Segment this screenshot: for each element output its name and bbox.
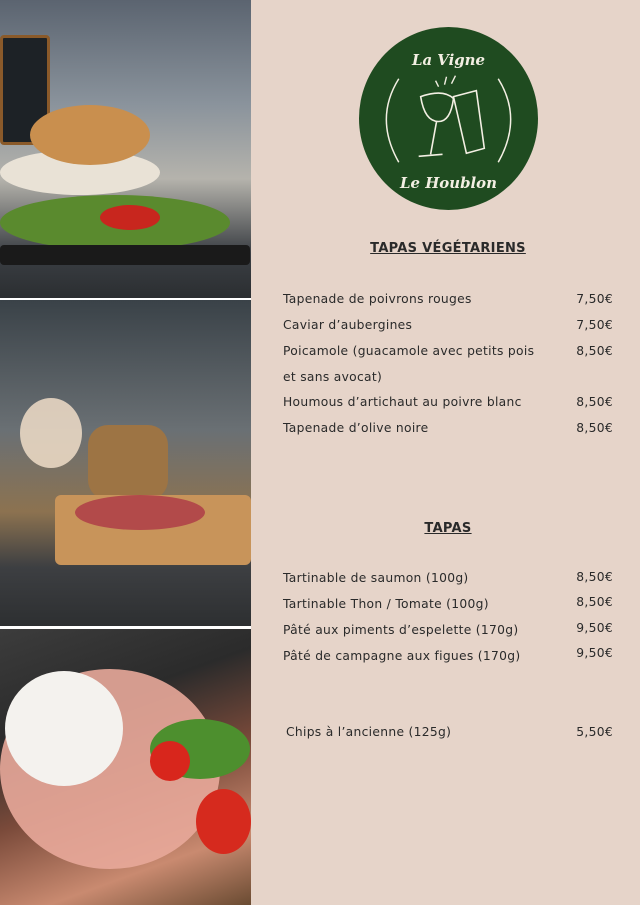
restaurant-logo: [359, 27, 538, 210]
item-name: Tapenade d’olive noire: [283, 421, 429, 435]
item-price: 9,50€: [576, 646, 613, 660]
item-name: Tapenade de poivrons rouges: [283, 292, 472, 306]
svg-text:Le Houblon: Le Houblon: [400, 174, 497, 193]
menu-item: [283, 344, 613, 358]
menu-item: [283, 292, 613, 306]
item-name: Poicamole (guacamole avec petits pois: [283, 344, 535, 358]
section-title-vegetarian: TAPAS VÉGÉTARIENS: [370, 241, 526, 256]
item-name: Houmous d’artichaut au poivre blanc: [283, 395, 522, 409]
item-price: 5,50€: [576, 725, 613, 739]
menu-item: [283, 318, 613, 332]
item-price: 8,50€: [576, 570, 613, 584]
section-title-tapas: TAPAS: [424, 521, 472, 536]
menu-item-chips: [286, 725, 613, 739]
item-price: 9,50€: [576, 621, 613, 635]
svg-text:La Vigne: La Vigne: [411, 50, 486, 69]
menu-item: [283, 421, 613, 435]
item-price: 8,50€: [576, 595, 613, 609]
menu-item: [283, 395, 613, 409]
item-name: Pâté de campagne aux figues (170g): [283, 649, 521, 663]
menu-item: [283, 623, 613, 637]
photo-column: [0, 0, 251, 905]
item-price: 8,50€: [576, 421, 613, 435]
item-name: Tartinable de saumon (100g): [283, 571, 469, 585]
item-name-continued: et sans avocat): [283, 370, 383, 384]
item-price: 8,50€: [576, 344, 613, 358]
photo-bread-salad: [0, 0, 251, 298]
item-name: Pâté aux piments d’espelette (170g): [283, 623, 519, 637]
photo-wine-charcuterie: [0, 300, 251, 626]
menu-item: [283, 646, 613, 663]
wine-beer-toast-icon: [359, 27, 538, 210]
item-name: Chips à l’ancienne (125g): [286, 725, 452, 739]
menu-item: [283, 597, 613, 611]
photo-burrata-ham: [0, 629, 251, 905]
menu-item: [283, 571, 613, 585]
item-price: 8,50€: [576, 395, 613, 409]
item-name: Tartinable Thon / Tomate (100g): [283, 597, 489, 611]
item-price: 7,50€: [576, 318, 613, 332]
item-price: 7,50€: [576, 292, 613, 306]
item-name: Caviar d’aubergines: [283, 318, 413, 332]
menu-item-continued: [283, 370, 613, 384]
